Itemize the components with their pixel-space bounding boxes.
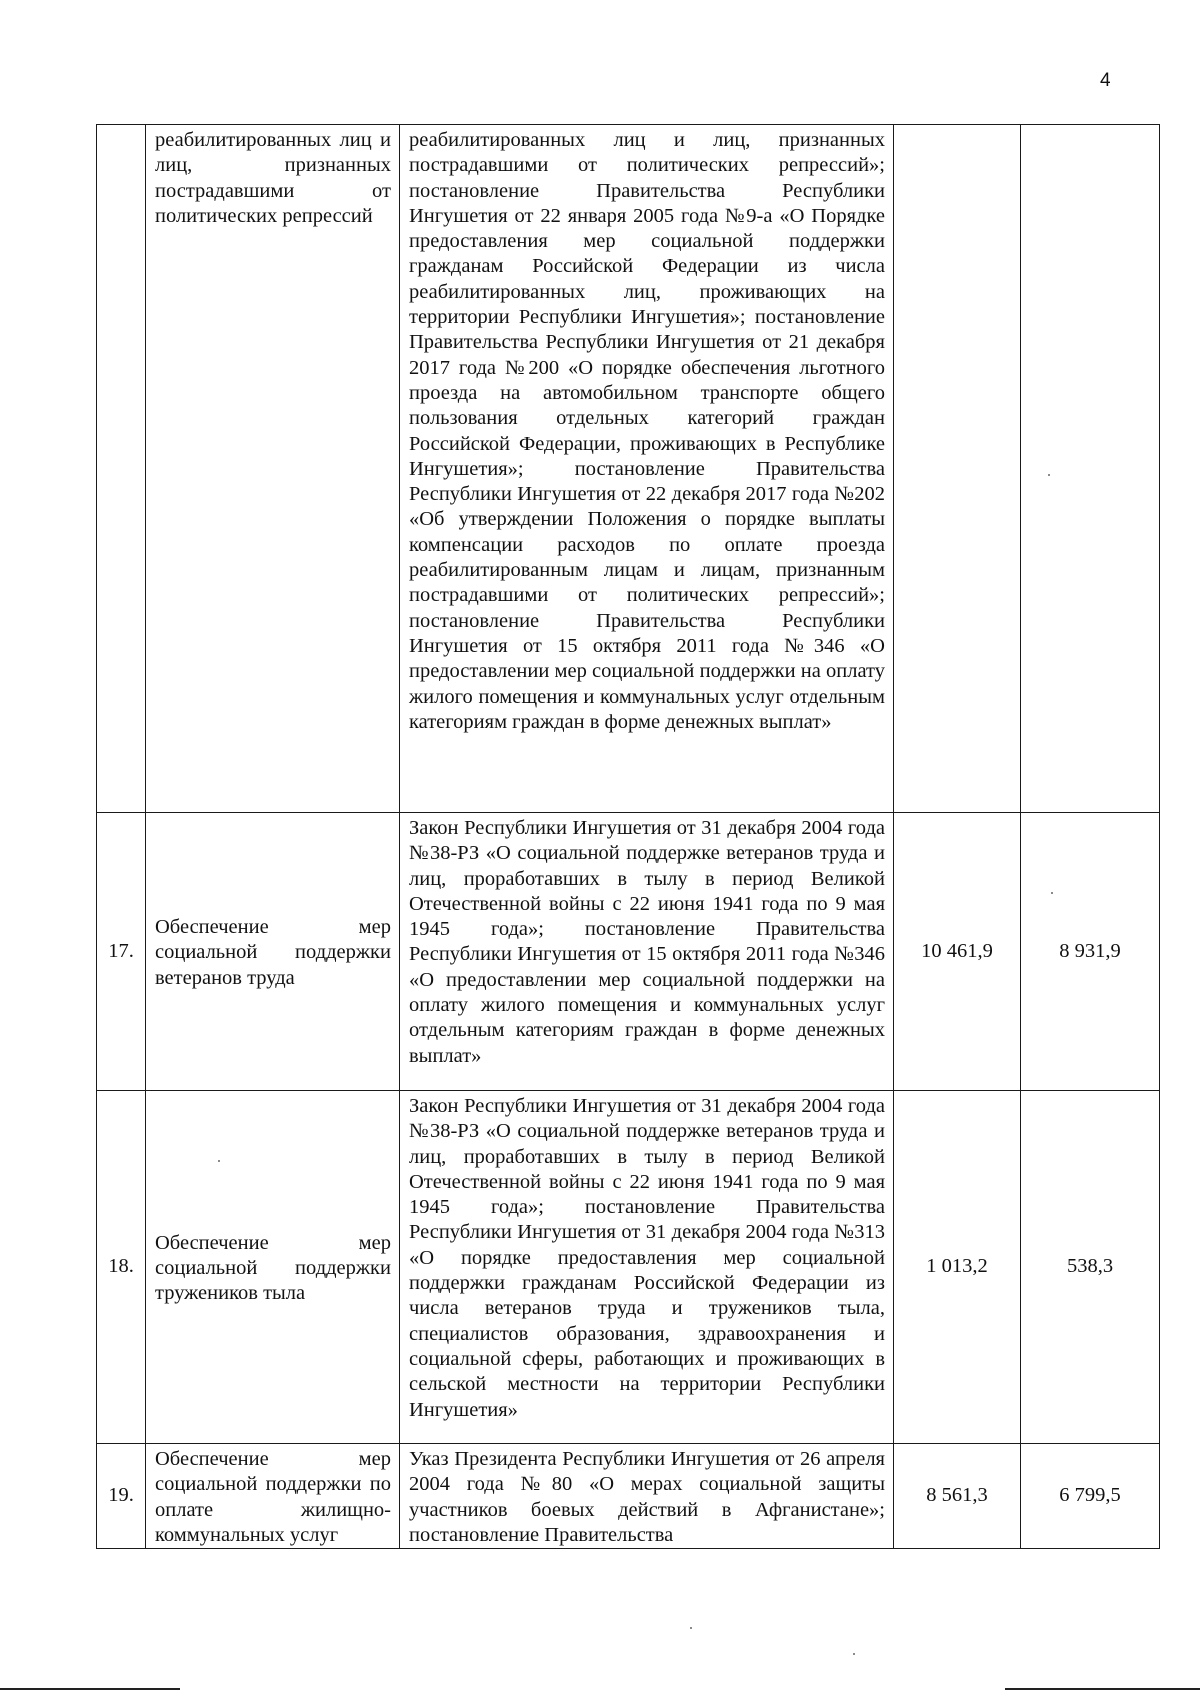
table-row <box>97 1091 1160 1444</box>
measure-name: Обеспечение мер социальной поддержки ветеранов труда <box>146 813 400 1091</box>
value-2: 538,3 <box>1021 1091 1160 1444</box>
value-2: 8 931,9 <box>1021 813 1160 1091</box>
scan-speck <box>1048 474 1050 476</box>
value-2: 6 799,5 <box>1021 1444 1160 1549</box>
table-row <box>97 1444 1160 1549</box>
scan-edge-line-right <box>1005 1688 1200 1690</box>
scan-speck <box>853 1653 855 1655</box>
table-row <box>97 125 1160 813</box>
legal-basis: Закон Республики Ингушетия от 31 декабря 2004 года №38-РЗ «О социальной поддержке ветеранов труда и лиц, проработавших в тылу в период Великой Отечественной войны с 22 июня 1941 года по 9 мая 1945 года»; постановление Правительства Республики Ингушетия от 15 октября 2011 года №346 «О предоставлении мер социальной поддержки на оплату жилого помещения и коммунальных услуг отдельным категориям граждан в форме денежных выплат» <box>400 813 894 1091</box>
table-row <box>97 813 1160 1091</box>
value-1 <box>894 125 1021 813</box>
legal-basis: Закон Республики Ингушетия от 31 декабря 2004 года №38-РЗ «О социальной поддержке ветеранов труда и лиц, проработавших в тылу в период Великой Отечественной войны с 22 июня 1941 года по 9 мая 1945 года»; постановление Правительства Республики Ингушетия от 31 декабря 2004 года №313 «О порядке предоставления мер социальной поддержки гражданам Российской Федерации из числа ветеранов труда и тружеников тыла, специалистов образования, здравоохранения и социальной сферы, работающих и проживающих в сельской местности на территории Республики Ингушетия» <box>400 1091 894 1444</box>
row-number: 17. <box>97 813 146 1091</box>
page-number: 4 <box>1100 70 1111 91</box>
scan-speck <box>218 1160 220 1162</box>
value-1: 10 461,9 <box>894 813 1021 1091</box>
value-2 <box>1021 125 1160 813</box>
measure-name: реабилитированных лиц и лиц, признанных пострадавшими от политических репрессий <box>146 125 400 813</box>
value-1: 8 561,3 <box>894 1444 1021 1549</box>
scan-speck <box>1051 892 1053 894</box>
value-1: 1 013,2 <box>894 1091 1021 1444</box>
legal-basis: реабилитированных лиц и лиц, признанных пострадавшими от политических репрессий»; постановление Правительства Республики Ингушетия от 22 января 2005 года №9-а «О Порядке предоставления мер социальной поддержки гражданам Российской Федерации из числа реабилитированных лиц, проживающих на территории Республики Ингушетия»; постановление Правительства Республики Ингушетия от 21 декабря 2017 года №200 «О порядке обеспечения льготного проезда на автомобильном транспорте общего пользования отдельных категорий граждан Российской Федерации, проживающих в Республике Ингушетия»; постановление Правительства Республики Ингушетия от 22 декабря 2017 года №202 «Об утверждении Положения о порядке выплаты компенсации расходов по оплате проезда реабилитированным лицам и лицам, признанным пострадавшими от политических репрессий»; постановление Правительства Республики Ингушетия от 15 октября 2011 года №346 «О предоставлении мер социальной поддержки на оплату жилого помещения и коммунальных услуг отдельным категориям граждан в форме денежных выплат» <box>400 125 894 813</box>
row-number: 18. <box>97 1091 146 1444</box>
legal-basis: Указ Президента Республики Ингушетия от 26 апреля 2004 года №80 «О мерах социальной защиты участников боевых действий в Афганистане»; постановление Правительства <box>400 1444 894 1549</box>
scan-edge-line-left <box>0 1688 180 1690</box>
row-number: 19. <box>97 1444 146 1549</box>
row-number <box>97 125 146 813</box>
measure-name: Обеспечение мер социальной поддержки по оплате жилищно-коммунальных услуг <box>146 1444 400 1549</box>
measure-name: Обеспечение мер социальной поддержки тружеников тыла <box>146 1091 400 1444</box>
scan-speck <box>690 1627 692 1629</box>
budget-table <box>96 124 1160 1549</box>
